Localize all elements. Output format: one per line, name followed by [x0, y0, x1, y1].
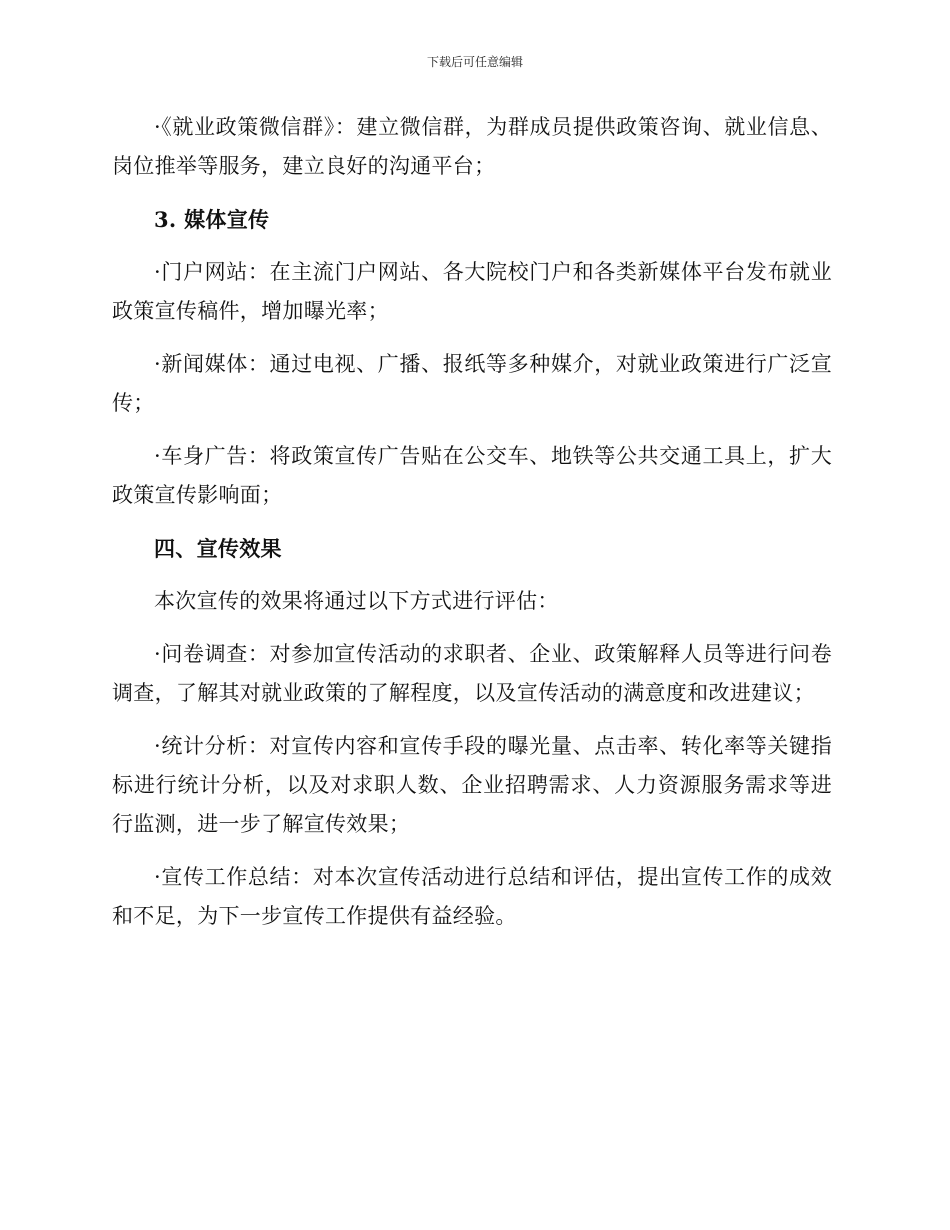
- paragraph-questionnaire: ·问卷调查：对参加宣传活动的求职者、企业、政策解释人员等进行问卷调查，了解其对就业政策的了解程度，以及宣传活动的满意度和改进建议；: [112, 642, 832, 705]
- paragraph-wechat-group: ·《就业政策微信群》：建立微信群，为群成员提供政策咨询、就业信息、岗位推举等服务，建立良好的沟通平台；: [112, 115, 832, 178]
- page-header: 下载后可任意编辑: [426, 55, 523, 69]
- paragraph-portal-websites: ·门户网站：在主流门户网站、各大院校门户和各类新媒体平台发布就业政策宣传稿件，增加曝光率；: [112, 260, 832, 323]
- paragraph-statistics: ·统计分析：对宣传内容和宣传手段的曝光量、点击率、转化率等关键指标进行统计分析，以及对求职人数、企业招聘需求、人力资源服务需求等进行监测，进一步了解宣传效果；: [112, 734, 832, 836]
- section-heading-media: 3. 媒体宣传: [154, 207, 270, 232]
- document-body: [112, 108, 832, 950]
- section-heading-effects: 四、宣传效果: [154, 536, 282, 561]
- paragraph-news-media: ·新闻媒体：通过电视、广播、报纸等多种媒介，对就业政策进行广泛宣传；: [112, 352, 832, 415]
- paragraph-summary: ·宣传工作总结：对本次宣传活动进行总结和评估，提出宣传工作的成效和不足，为下一步宣传工作提供有益经验。: [112, 865, 832, 928]
- paragraph-vehicle-ads: ·车身广告：将政策宣传广告贴在公交车、地铁等公共交通工具上，扩大政策宣传影响面；: [112, 444, 832, 507]
- paragraph-evaluation-intro: 本次宣传的效果将通过以下方式进行评估：: [154, 589, 559, 613]
